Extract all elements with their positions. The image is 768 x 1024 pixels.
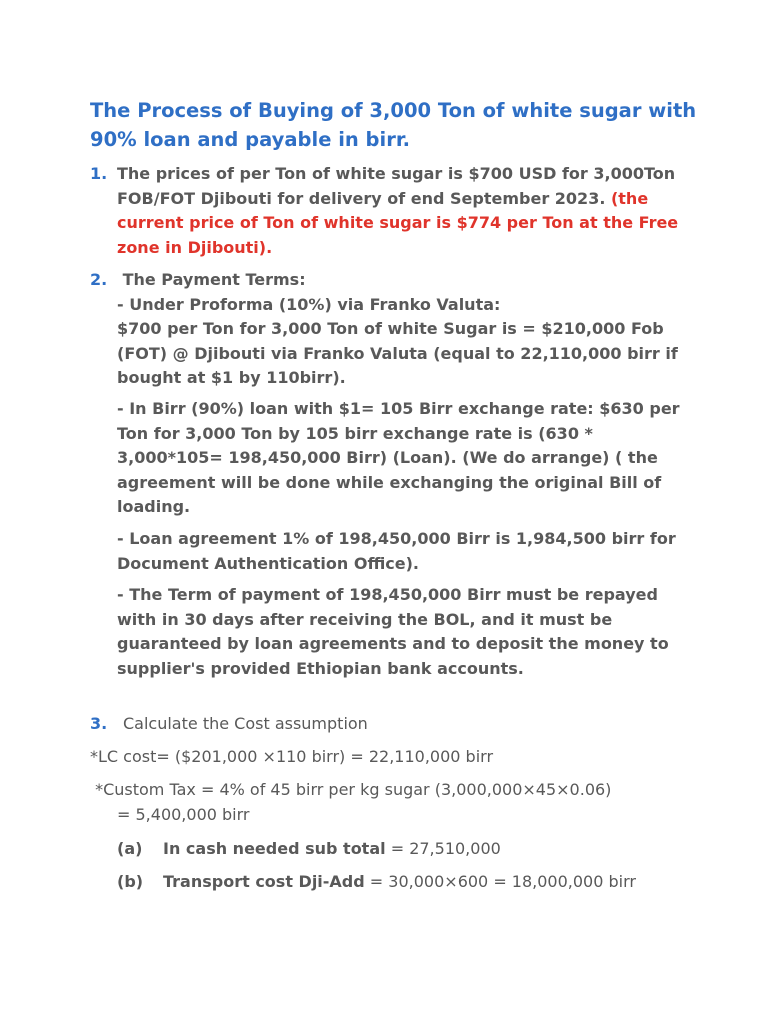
- custom-tax-result-line: = 5,400,000 birr: [117, 804, 250, 824]
- cash-subtotal-label: In cash needed sub total: [163, 839, 386, 858]
- lc-cost-line: *LC cost= ($201,000 ×110 birr) = 22,110,000 birr: [90, 747, 494, 766]
- item-1-main-text: The prices of per Ton of white sugar is $700 USD for 3,000Ton FOB/FOT Djibouti for delivery of end September 2023.: [117, 164, 676, 208]
- payment-term-paragraph: - The Term of payment of 198,450,000 Birr must be repayed with in 30 days after receiving the BOL, and it must be guaranteed by loan agreements and to deposit the money to supplier's provided Ethiopian bank accounts.: [117, 585, 669, 678]
- item-1-text: [117, 162, 687, 260]
- franko-valuta-paragraph: $700 per Ton for 3,000 Ton of white Sugar is = $210,000 Fob (FOT) @ Djibouti via Franko Valuta (equal to 22,110,000 birr if bought at $1 by 110birr).: [117, 319, 678, 387]
- proforma-line: - Under Proforma (10%) via Franko Valuta:: [117, 294, 501, 314]
- item-number-3: 3.: [90, 714, 108, 733]
- transport-cost-label: Transport cost Dji-Add: [163, 872, 365, 891]
- payment-terms-heading: The Payment Terms:: [117, 270, 306, 289]
- birr-loan-paragraph: - In Birr (90%) loan with $1= 105 Birr exchange rate: $630 per Ton for 3,000 Ton by 105 birr exchange rate is (630 * 3,000*105= 198,450,000 Birr) (Loan). (We do arrange) ( the agreement will be done while exchanging the original Bill of loading.: [117, 399, 680, 516]
- transport-cost-value: = 30,000×600 = 18,000,000 birr: [364, 872, 636, 891]
- item-number-2: 2.: [90, 270, 108, 289]
- subtotal-label-b: (b): [117, 872, 144, 891]
- document-title: The Process of Buying of 3,000 Ton of white sugar with 90% loan and payable in birr.: [90, 99, 697, 151]
- item-1-highlight-text: (the current price of Ton of white sugar is $774 per Ton at the Free zone in Djibouti).: [117, 188, 679, 257]
- transport-cost-line: [163, 870, 693, 895]
- cost-assumption-heading: Calculate the Cost assumption: [123, 714, 368, 733]
- loan-agreement-paragraph: - Loan agreement 1% of 198,450,000 Birr is 1,984,500 birr for Document Authentication Office).: [117, 529, 676, 573]
- cash-subtotal-value: = 27,510,000: [385, 839, 501, 858]
- item-number-1: 1.: [90, 164, 108, 183]
- cash-subtotal-line: [163, 837, 693, 862]
- custom-tax-line: *Custom Tax = 4% of 45 birr per kg sugar (3,000,000×45×0.06): [90, 780, 612, 799]
- subtotal-label-a: (a): [117, 839, 143, 858]
